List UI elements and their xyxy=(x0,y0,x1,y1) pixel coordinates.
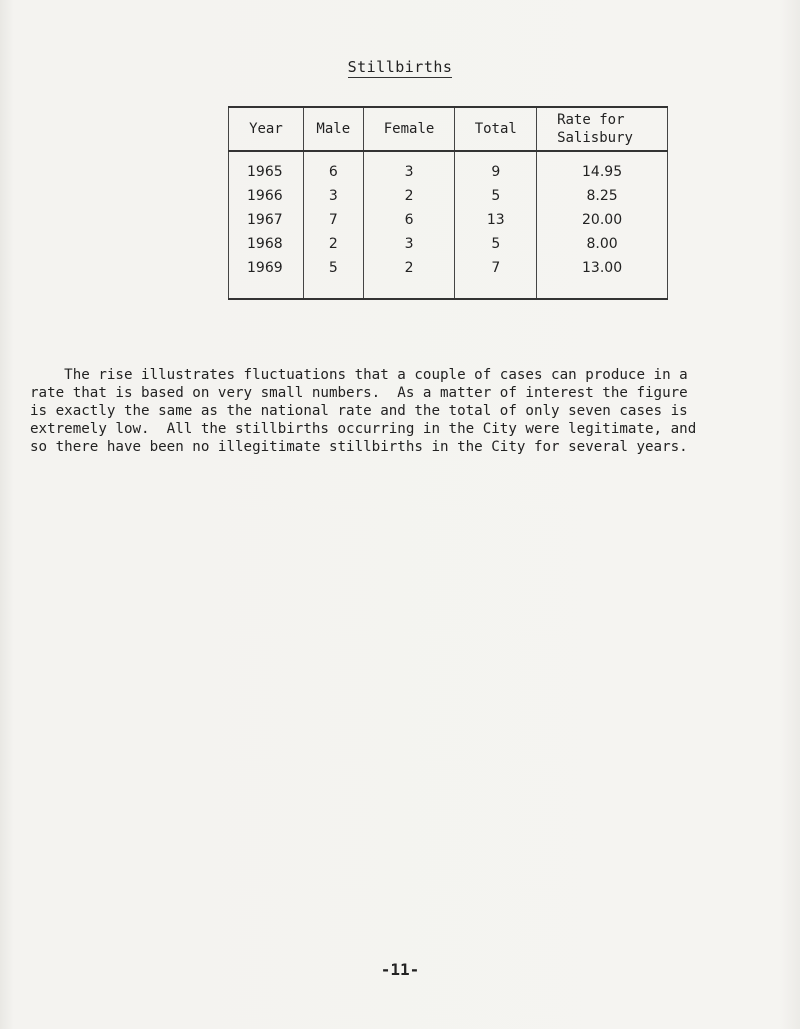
cell-female: 2 xyxy=(363,184,455,208)
table-header-row xyxy=(229,107,668,151)
page-title-text: Stillbirths xyxy=(347,58,453,76)
cell-total: 13 xyxy=(455,208,537,232)
cell-total: 9 xyxy=(455,151,537,184)
cell-male: 7 xyxy=(303,208,363,232)
cell-year: 1969 xyxy=(229,256,304,280)
cell-rate: 20.00 xyxy=(537,208,668,232)
cell-male: 5 xyxy=(303,256,363,280)
cell-year: 1965 xyxy=(229,151,304,184)
cell-male: 6 xyxy=(303,151,363,184)
table-row xyxy=(229,208,668,232)
table-row xyxy=(229,184,668,208)
stillbirths-table xyxy=(228,106,668,300)
header-rate xyxy=(537,107,668,151)
header-total: Total xyxy=(455,107,537,151)
cell-total: 5 xyxy=(455,232,537,256)
cell-total: 7 xyxy=(455,256,537,280)
table-bottom-spacer xyxy=(229,280,668,299)
cell-rate: 14.95 xyxy=(537,151,668,184)
page-title xyxy=(0,58,800,76)
cell-male: 2 xyxy=(303,232,363,256)
header-female: Female xyxy=(363,107,455,151)
cell-year: 1968 xyxy=(229,232,304,256)
cell-female: 3 xyxy=(363,151,455,184)
cell-year: 1966 xyxy=(229,184,304,208)
page-number: -11- xyxy=(380,960,420,979)
header-male: Male xyxy=(303,107,363,151)
cell-female: 2 xyxy=(363,256,455,280)
header-year: Year xyxy=(229,107,304,151)
body-paragraph: The rise illustrates fluctuations that a couple of cases can produce in a rate that is based on very small numbers. As a matter of interest the figure is exactly the same as the national rate and the total of only seven cases is extremely low. All the stillbirths occurring in the City were legitimate, and so there have been no illegitimate stillbirths in the City for several years. xyxy=(30,367,697,455)
cell-male: 3 xyxy=(303,184,363,208)
cell-female: 3 xyxy=(363,232,455,256)
cell-total: 5 xyxy=(455,184,537,208)
table-row xyxy=(229,256,668,280)
table-row xyxy=(229,151,668,184)
cell-rate: 8.25 xyxy=(537,184,668,208)
cell-rate: 8.00 xyxy=(537,232,668,256)
cell-year: 1967 xyxy=(229,208,304,232)
cell-female: 6 xyxy=(363,208,455,232)
cell-rate: 13.00 xyxy=(537,256,668,280)
header-rate-text: Rate for Salisbury xyxy=(557,112,633,146)
table-row xyxy=(229,232,668,256)
